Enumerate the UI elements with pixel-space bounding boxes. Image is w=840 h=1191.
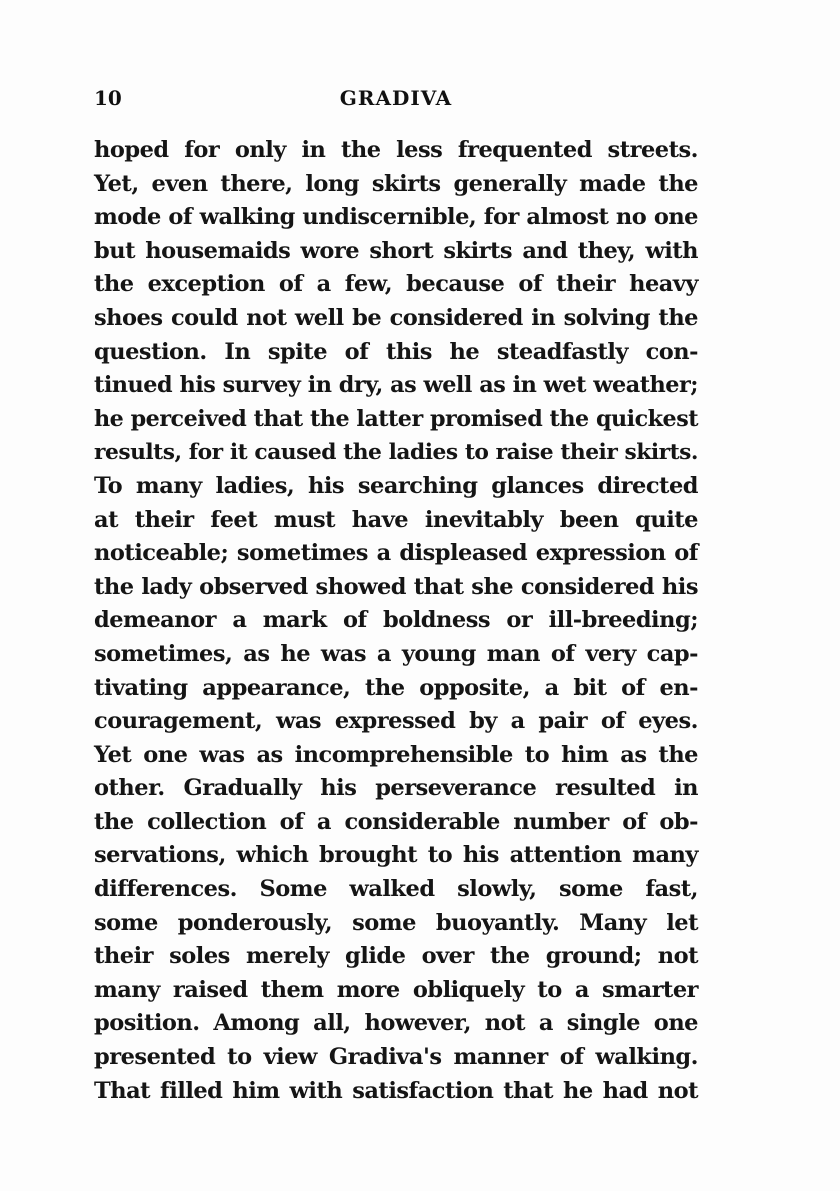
text-line: hoped for only in the less frequented streets. xyxy=(94,137,698,163)
page-number: 10 xyxy=(94,86,122,110)
text-line: Yet one was as incomprehensible to him as the xyxy=(94,741,698,768)
text-line: the exception of a few, because of their heavy xyxy=(94,271,698,298)
text-line: differences. Some walked slowly, some fast, xyxy=(94,876,698,903)
body-text xyxy=(94,134,698,1108)
text-line: tinued his survey in dry, as well as in wet weather; xyxy=(94,372,698,399)
text-line: some ponderously, some buoyantly. Many let xyxy=(94,909,698,936)
page-header xyxy=(94,86,698,118)
text-line: results, for it caused the ladies to raise their skirts. xyxy=(94,440,698,466)
text-line: many raised them more obliquely to a smarter xyxy=(94,976,698,1003)
text-line: demeanor a mark of boldness or ill-breeding; xyxy=(94,607,698,634)
text-line: the lady observed showed that she considered his xyxy=(94,573,698,600)
text-line: mode of walking undiscernible, for almost no one xyxy=(94,204,698,231)
text-line: other. Gradually his perseverance resulted in xyxy=(94,775,698,802)
text-line: question. In spite of this he steadfastly con- xyxy=(94,338,698,365)
text-line: servations, which brought to his attention many xyxy=(94,842,698,869)
text-line: shoes could not well be considered in solving the xyxy=(94,304,698,331)
text-line: noticeable; sometimes a displeased expression of xyxy=(94,540,698,567)
text-line: Yet, even there, long skirts generally made the xyxy=(94,170,698,197)
text-line: sometimes, as he was a young man of very cap- xyxy=(94,640,698,667)
text-line: at their feet must have inevitably been quite xyxy=(94,506,698,533)
text-line: tivating appearance, the opposite, a bit of en- xyxy=(94,674,698,701)
text-line: presented to view Gradiva's manner of walking. xyxy=(94,1044,698,1071)
text-line: he perceived that the latter promised the quickest xyxy=(94,405,698,432)
text-line: their soles merely glide over the ground; not xyxy=(94,943,698,970)
text-line: position. Among all, however, not a single one xyxy=(94,1010,698,1037)
text-line: To many ladies, his searching glances directed xyxy=(94,472,698,499)
text-line: but housemaids wore short skirts and they, with xyxy=(94,237,698,264)
running-title: GRADIVA xyxy=(339,86,453,110)
text-line: the collection of a considerable number of ob- xyxy=(94,808,698,835)
text-line: couragement, was expressed by a pair of eyes. xyxy=(94,708,698,735)
text-line: That filled him with satisfaction that he had not xyxy=(94,1077,698,1104)
